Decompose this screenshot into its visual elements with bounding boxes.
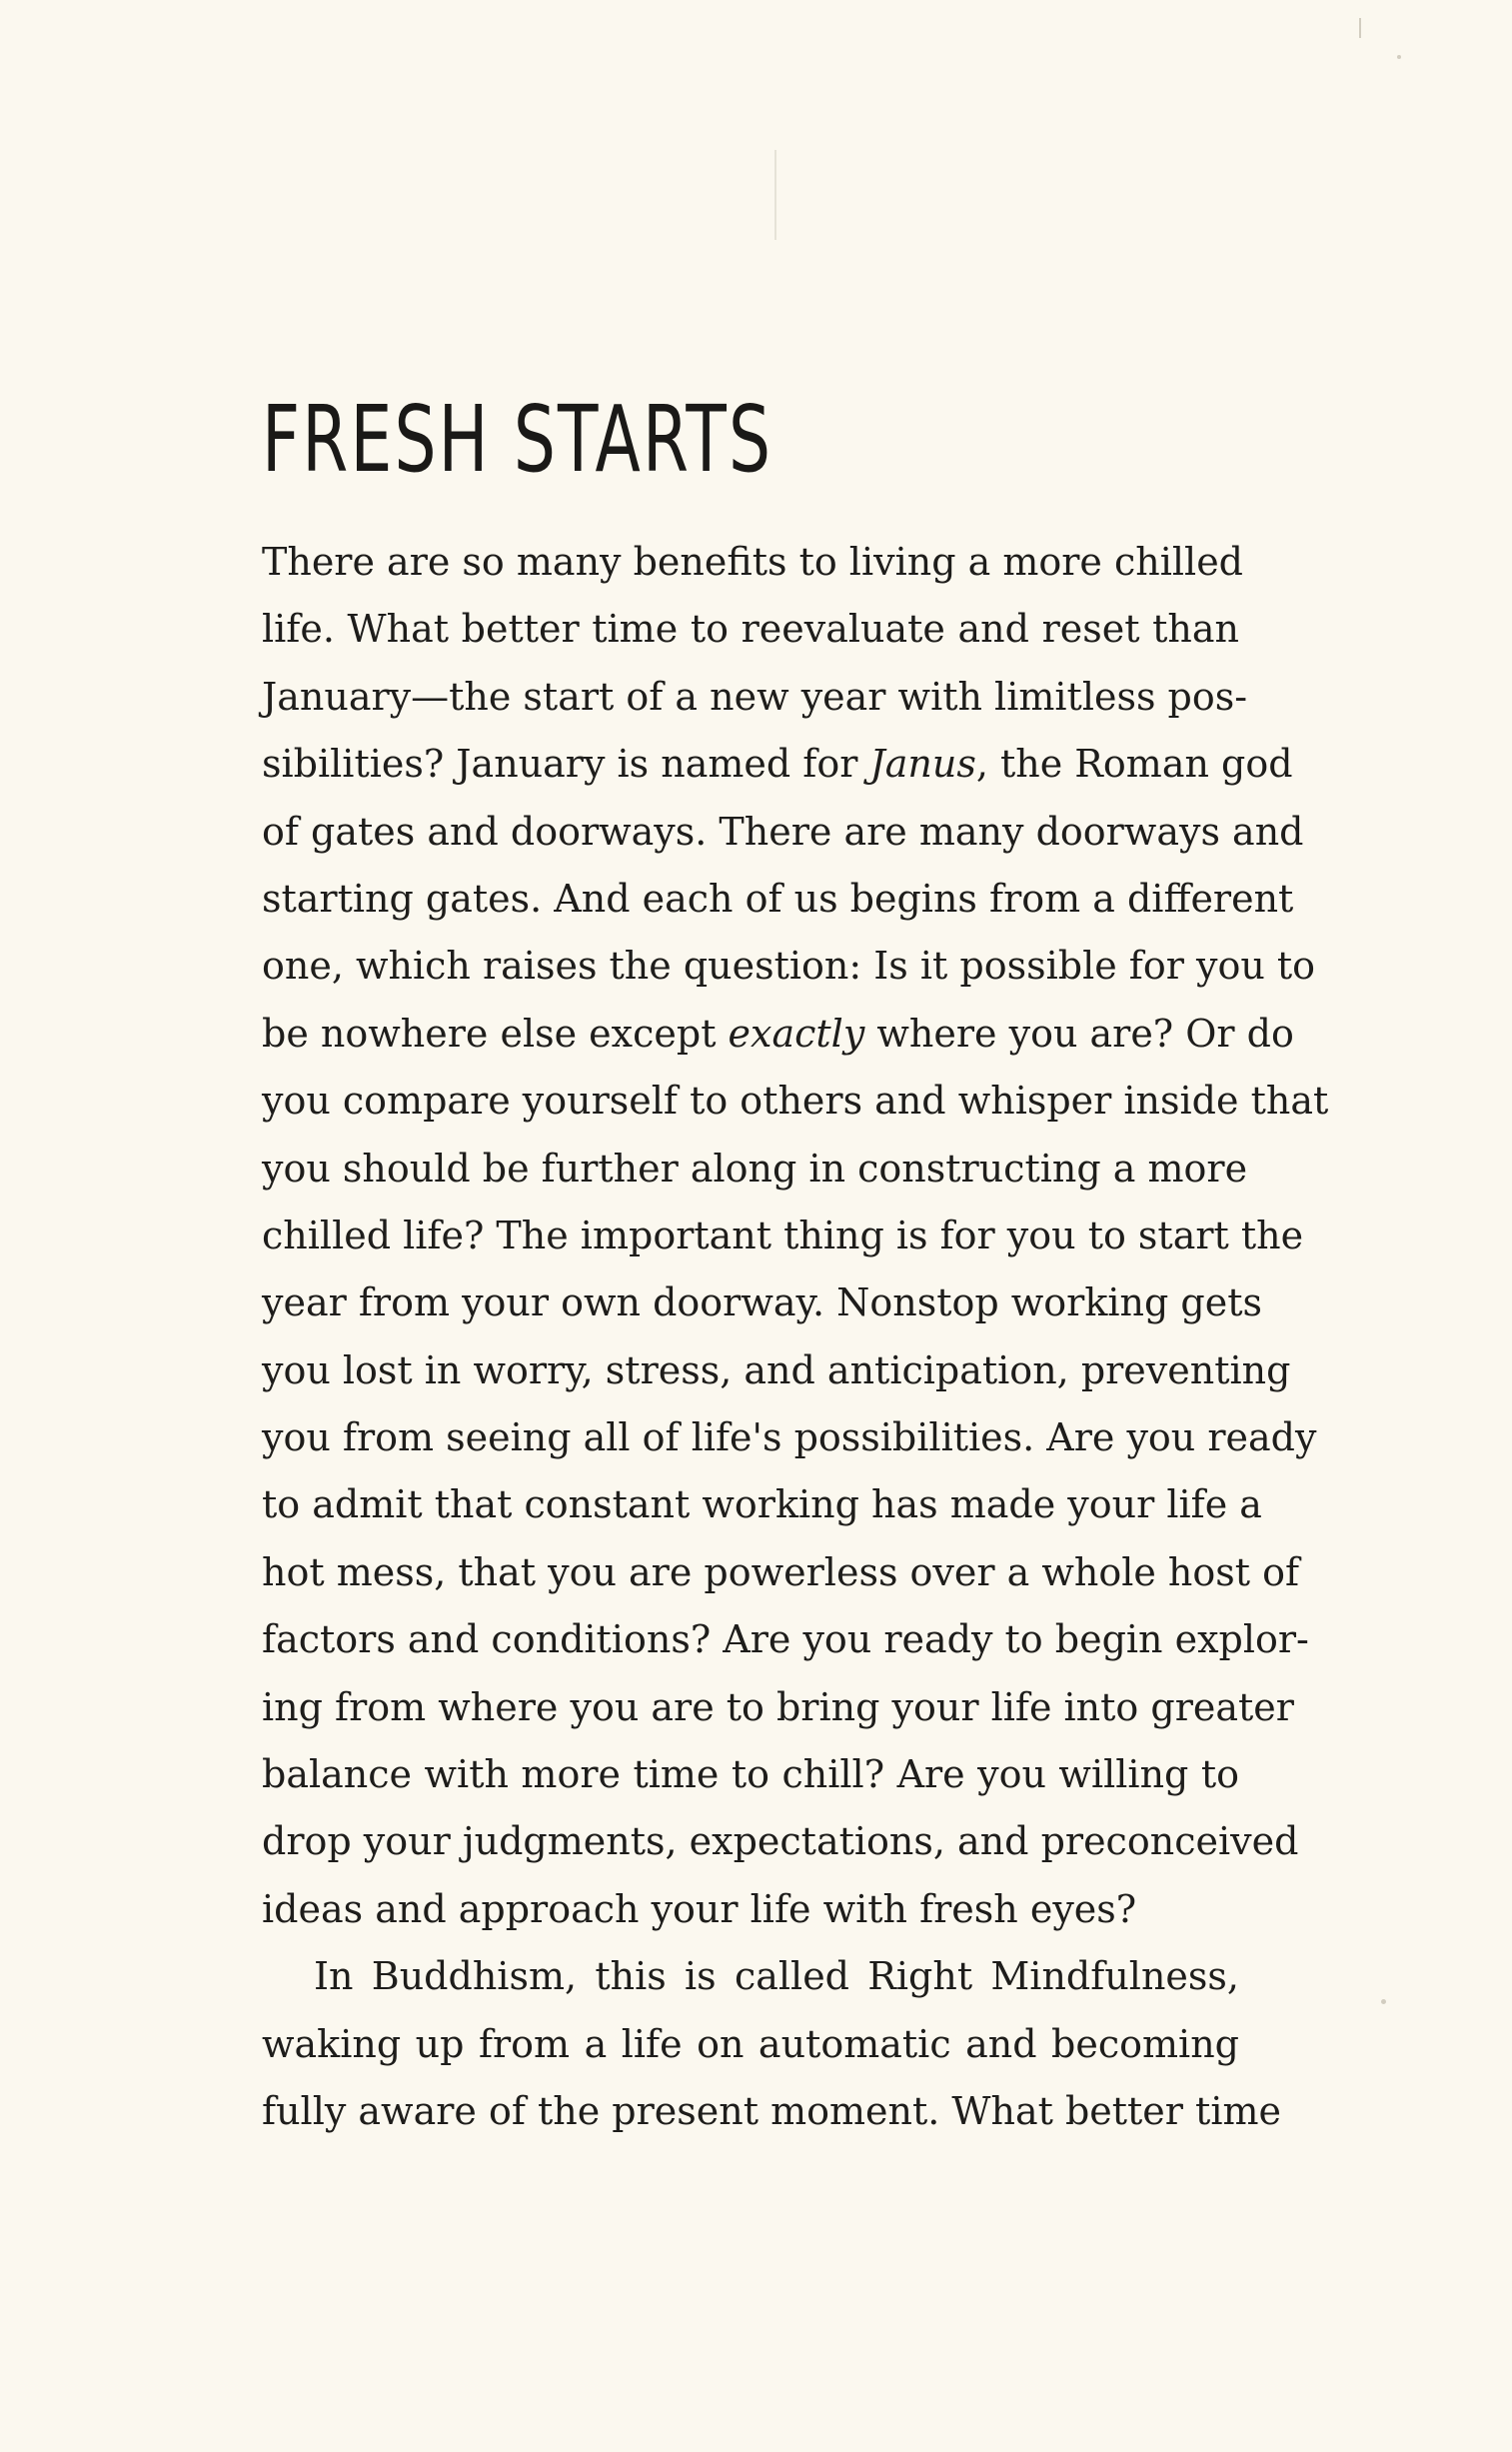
italic-text: Janus [869,742,976,787]
text-segment: ing from where you are to bring your life into greater [262,1684,1294,1729]
paper-speck [774,150,776,240]
text-line [262,866,1294,933]
text-segment: year from your own doorway. Nonstop working gets [262,1280,1262,1325]
text-segment: drop your judgments, expectations, and preconceived [262,1819,1299,1864]
text-segment: waking up from a life on automatic and becoming [262,2021,1239,2066]
paper-speck [1381,1999,1386,2004]
text-line [262,933,1316,1000]
text-line [262,1337,1291,1404]
text-line [262,1943,1239,2010]
text-line [262,664,1248,731]
text-segment: January—the start of a new year with limitless pos- [262,674,1248,719]
text-segment: fully aware of the present moment. What better time [262,2088,1281,2133]
paragraph-1 [262,529,1329,1943]
text-segment: sibilities? January is named for [262,742,870,787]
text-line [262,2078,1281,2145]
text-segment: balance with more time to chill? Are you willing to [262,1752,1239,1797]
text-segment: to admit that constant working has made your life a [262,1482,1262,1527]
text-segment: factors and conditions? Are you ready to begin explor- [262,1617,1309,1662]
text-segment: one, which raises the question: Is it possible for you to [262,944,1316,989]
text-line [262,2011,1239,2078]
text-segment: life. What better time to reevaluate and reset than [262,607,1239,652]
page-title: FRESH STARTS [262,386,773,493]
text-line [262,1471,1262,1538]
text-line [262,1539,1300,1606]
text-line [262,1808,1299,1875]
text-segment: you lost in worry, stress, and anticipation, preventing [262,1347,1291,1392]
text-segment: hot mess, that you are powerless over a whole host of [262,1549,1300,1594]
text-segment: where you are? Or do [864,1011,1294,1056]
text-segment: There are so many benefits to living a more chilled [262,540,1244,584]
text-line [262,1203,1304,1269]
text-segment: you compare yourself to others and whisper inside that [262,1079,1329,1124]
text-line [262,1404,1317,1471]
text-segment: chilled life? The important thing is for you to start the [262,1213,1304,1257]
text-line [262,1741,1239,1808]
paper-speck [1359,18,1361,38]
text-line [262,731,1293,798]
text-segment: starting gates. And each of us begins from a different [262,876,1294,921]
text-line [262,1136,1248,1203]
text-line [262,799,1304,866]
text-line [262,1876,1239,1943]
text-segment: , the Roman god [975,742,1293,787]
text-segment: you should be further along in constructing a more [262,1146,1248,1191]
text-line [262,529,1244,596]
text-line [262,1068,1329,1135]
text-segment: be nowhere else except [262,1011,729,1056]
text-segment: In Buddhism, this is called Right Mindfulness, [314,1954,1239,1999]
text-line [262,1269,1262,1336]
text-line [262,1674,1294,1741]
text-segment: you from seeing all of life's possibilities. Are you ready [262,1415,1317,1460]
text-line [262,596,1239,663]
paragraph-2 [262,1943,1281,2145]
paper-speck [1397,55,1401,59]
text-line [262,1001,1294,1068]
italic-text: exactly [728,1011,865,1056]
body-text [262,529,1329,2145]
text-line [262,1606,1309,1673]
text-segment: of gates and doorways. There are many doorways and [262,809,1304,854]
text-segment: ideas and approach your life with fresh eyes? [262,1886,1137,1931]
